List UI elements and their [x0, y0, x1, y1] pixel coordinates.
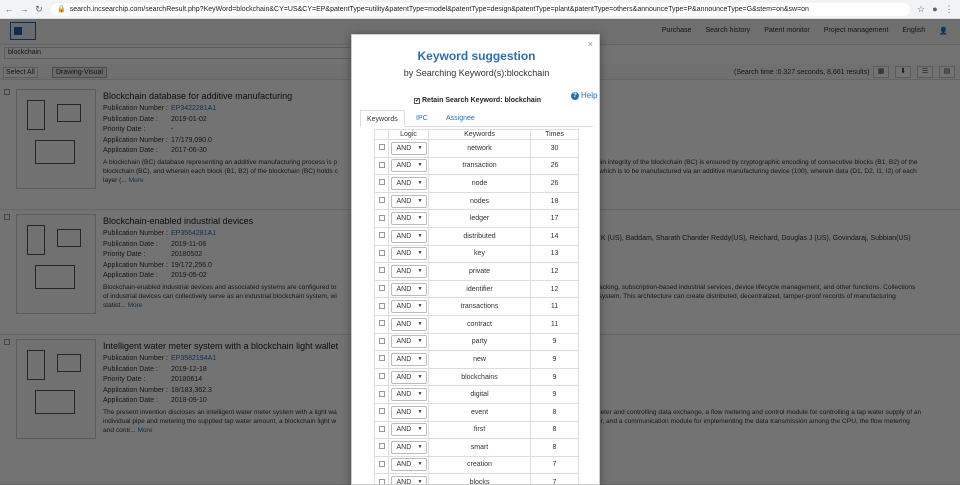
chevron-down-icon: ▼: [417, 320, 423, 327]
keyword-cell: transactions: [429, 298, 531, 316]
keyword-cell: creation: [429, 456, 531, 474]
logic-select[interactable]: AND ▼: [391, 265, 427, 278]
times-cell: 9: [531, 368, 579, 386]
keyword-row: [375, 386, 579, 404]
times-cell: 26: [531, 175, 579, 193]
keyword-row: [375, 280, 579, 298]
times-cell: 7: [531, 456, 579, 474]
keyword-cell: new: [429, 351, 531, 369]
keyword-row: [375, 351, 579, 369]
times-cell: 7: [531, 474, 579, 485]
keyword-cell: contract: [429, 315, 531, 333]
chevron-down-icon: ▼: [417, 179, 423, 186]
keyword-row: [375, 192, 579, 210]
keyword-cell: transaction: [429, 157, 531, 175]
chevron-down-icon: ▼: [417, 426, 423, 433]
chevron-down-icon: ▼: [417, 479, 423, 485]
logic-select[interactable]: AND ▼: [391, 142, 427, 155]
chevron-down-icon: ▼: [417, 303, 423, 310]
chevron-down-icon: ▼: [417, 408, 423, 415]
keyword-cell: node: [429, 175, 531, 193]
times-cell: 13: [531, 245, 579, 263]
chevron-down-icon: ▼: [417, 250, 423, 257]
keyword-checkbox[interactable]: [379, 162, 385, 168]
keyword-checkbox[interactable]: [379, 426, 385, 432]
kebab-menu-icon[interactable]: ⋮: [944, 3, 954, 14]
keyword-checkbox[interactable]: [379, 250, 385, 256]
keyword-checkbox[interactable]: [379, 285, 385, 291]
logic-select[interactable]: AND ▼: [391, 212, 427, 225]
chevron-down-icon: ▼: [417, 197, 423, 204]
url-text: search.incsearchip.com/searchResult.php?KeyWord=blockchain&CY=US&CY=EP&patentType=utility&patentType=model&patentType=design&patentType=plant&patentType=others&announceType=P&announceType=G&stem=on&sw=on: [69, 5, 809, 13]
modal-subtitle: by Searching Keyword(s):blockchain: [403, 68, 550, 78]
times-cell: 9: [531, 333, 579, 351]
star-icon[interactable]: ☆: [916, 3, 926, 14]
logic-select[interactable]: AND ▼: [391, 353, 427, 366]
address-bar[interactable]: [51, 3, 910, 16]
logic-select[interactable]: AND ▼: [391, 458, 427, 471]
header-times: Times: [531, 130, 579, 140]
retain-keyword-checkbox[interactable]: [414, 97, 541, 104]
keyword-row: [375, 227, 579, 245]
chevron-down-icon: ▼: [417, 373, 423, 380]
help-label: Help: [581, 91, 598, 100]
keyword-checkbox[interactable]: [379, 338, 385, 344]
keyword-cell: private: [429, 263, 531, 281]
chevron-down-icon: ▼: [417, 443, 423, 450]
chevron-down-icon: ▼: [417, 215, 423, 222]
keyword-row: [375, 474, 579, 485]
chevron-down-icon: ▼: [417, 355, 423, 362]
logic-select[interactable]: AND ▼: [391, 423, 427, 436]
logic-select[interactable]: AND ▼: [391, 335, 427, 348]
keyword-checkbox[interactable]: [379, 355, 385, 361]
times-cell: 14: [531, 227, 579, 245]
browser-chrome: [0, 0, 960, 19]
chevron-down-icon: ▼: [417, 232, 423, 239]
keywords-table: [374, 129, 579, 485]
keyword-checkbox[interactable]: [379, 179, 385, 185]
keyword-checkbox[interactable]: [379, 144, 385, 150]
times-cell: 9: [531, 351, 579, 369]
checkbox-checked-icon: ✓: [415, 97, 421, 104]
keyword-checkbox[interactable]: [379, 215, 385, 221]
times-cell: 8: [531, 403, 579, 421]
times-cell: 12: [531, 280, 579, 298]
logic-select[interactable]: AND ▼: [391, 388, 427, 401]
times-cell: 26: [531, 157, 579, 175]
modal-title: Keyword suggestion: [417, 49, 536, 63]
forward-icon[interactable]: →: [19, 4, 29, 14]
chevron-down-icon: ▼: [417, 267, 423, 274]
keyword-row: [375, 403, 579, 421]
keyword-checkbox[interactable]: [379, 232, 385, 238]
keyword-cell: first: [429, 421, 531, 439]
logic-select[interactable]: AND ▼: [391, 159, 427, 172]
logic-select[interactable]: AND ▼: [391, 247, 427, 260]
times-cell: 18: [531, 192, 579, 210]
keyword-checkbox[interactable]: [379, 443, 385, 449]
keyword-cell: digital: [429, 386, 531, 404]
header-logic: Logic: [389, 130, 429, 140]
keyword-suggestion-modal: [351, 34, 600, 485]
times-cell: 11: [531, 298, 579, 316]
keyword-row: [375, 157, 579, 175]
keyword-checkbox[interactable]: [379, 479, 385, 485]
logic-select[interactable]: AND ▼: [391, 300, 427, 313]
keyword-cell: blockchains: [429, 368, 531, 386]
reload-icon[interactable]: ↻: [35, 3, 43, 14]
keyword-checkbox[interactable]: [379, 461, 385, 467]
logic-select[interactable]: AND ▼: [391, 195, 427, 208]
chevron-down-icon: ▼: [417, 461, 423, 468]
chevron-down-icon: ▼: [417, 391, 423, 398]
tab-ipc[interactable]: IPC: [416, 115, 428, 122]
times-cell: 30: [531, 140, 579, 158]
keyword-row: [375, 368, 579, 386]
keyword-cell: network: [429, 140, 531, 158]
chevron-down-icon: ▼: [417, 162, 423, 169]
keyword-row: [375, 245, 579, 263]
times-cell: 8: [531, 421, 579, 439]
keyword-row: [375, 333, 579, 351]
keyword-cell: ledger: [429, 210, 531, 228]
retain-label: Retain Search Keyword: blockchain: [422, 97, 542, 104]
keyword-checkbox[interactable]: [379, 267, 385, 273]
header-keywords: Keywords: [429, 130, 531, 140]
keyword-checkbox[interactable]: [379, 391, 385, 397]
times-cell: 12: [531, 263, 579, 281]
keyword-checkbox[interactable]: [379, 320, 385, 326]
keyword-cell: nodes: [429, 192, 531, 210]
keyword-checkbox[interactable]: [379, 408, 385, 414]
logic-select[interactable]: AND ▼: [391, 318, 427, 331]
header-select: [375, 130, 389, 140]
back-icon[interactable]: ←: [4, 4, 14, 14]
chevron-down-icon: ▼: [417, 285, 423, 292]
lock-icon: 🔒: [57, 6, 66, 13]
close-icon[interactable]: ×: [587, 39, 593, 49]
logic-select[interactable]: AND ▼: [391, 177, 427, 190]
logic-select[interactable]: AND ▼: [391, 476, 427, 485]
keyword-cell: identifier: [429, 280, 531, 298]
chevron-down-icon: ▼: [417, 144, 423, 151]
keyword-cell: event: [429, 403, 531, 421]
keyword-row: [375, 263, 579, 281]
keyword-row: [375, 456, 579, 474]
times-cell: 9: [531, 386, 579, 404]
help-link[interactable]: [571, 91, 597, 100]
keyword-row: [375, 175, 579, 193]
times-cell: 11: [531, 315, 579, 333]
suggestion-tabs: [360, 110, 593, 127]
times-cell: 8: [531, 439, 579, 457]
keyword-checkbox[interactable]: [379, 373, 385, 379]
keyword-cell: key: [429, 245, 531, 263]
keyword-cell: party: [429, 333, 531, 351]
keyword-row: [375, 210, 579, 228]
keyword-cell: blocks: [429, 474, 531, 485]
keyword-checkbox[interactable]: [379, 197, 385, 203]
keyword-row: [375, 140, 579, 158]
times-cell: 17: [531, 210, 579, 228]
chevron-down-icon: ▼: [417, 338, 423, 345]
keyword-row: [375, 315, 579, 333]
keyword-checkbox[interactable]: [379, 303, 385, 309]
keyword-row: [375, 298, 579, 316]
logic-select[interactable]: AND ▼: [391, 230, 427, 243]
tab-assignee[interactable]: Assignee: [446, 115, 475, 122]
logic-select[interactable]: AND ▼: [391, 406, 427, 419]
keyword-row: [375, 439, 579, 457]
help-icon: ?: [571, 92, 579, 100]
logic-select[interactable]: AND ▼: [391, 441, 427, 454]
keyword-cell: smart: [429, 439, 531, 457]
logic-select[interactable]: AND ▼: [391, 283, 427, 296]
logic-select[interactable]: AND ▼: [391, 371, 427, 384]
tab-keywords[interactable]: Keywords: [360, 110, 405, 127]
keyword-cell: distributed: [429, 227, 531, 245]
keyword-row: [375, 421, 579, 439]
profile-icon[interactable]: ●: [932, 4, 938, 14]
